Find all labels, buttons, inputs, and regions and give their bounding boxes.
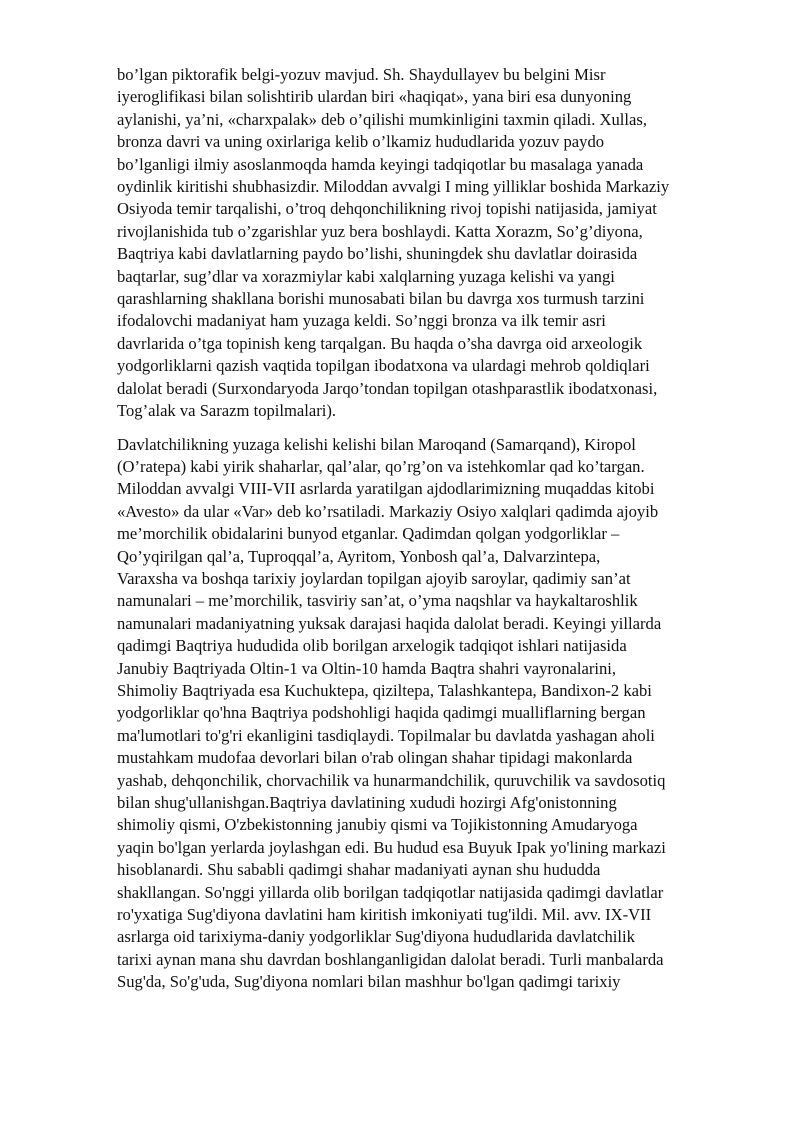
paragraph-2: Davlatchilikning yuzaga kelishi kelishi bilan Maroqand (Samarqand), Kiropol (O’ratepa) kabi yirik shaharlar, qal’alar, qo’rg’on va istehkomlar qad ko’targan. Miloddan avvalgi VIII-VII asrlarda yaratilgan ajdodlarimizning muqaddas kitobi «Avesto» da ular «Var» deb ko’rsatiladi. Markaziy Osiyo xalqlari qadimda ajoyib me’morchilik obidalarini bunyod etganlar. Qadimdan qolgan yodgorliklar – Qo’yqirilgan qal’a, Tuproqqal’a, Ayritom, Yonbosh qal’a, Dalvarzintepa, Varaxsha va boshqa tarixiy joylardan topilgan ajoyib saroylar, qadimiy san’at namunalari – me’morchilik, tasviriy san’at, o’yma naqshlar va haykaltaroshlik namunalari madaniyatning yuksak darajasi haqida dalolat beradi. Keyingi yillarda qadimgi Baqtriya hududida olib borilgan arxelogik tadqiqot ishlari natijasida Janubiy Baqtriyada Oltin-1 va Oltin-10 hamda Baqtra shahri vayronalarini, Shimoliy Baqtriyada esa Kuchuktepa, qiziltepa, Talashkantepa, Bandixon-2 kabi yodgorliklar qo'hna Baqtriya podshohligi haqida qadimgi mualliflarning bergan ma'lumotlari to'g'ri ekanligini tasdiqlaydi. Topilmalar bu davlatda yashagan aholi mustahkam mudofaa devorlari bilan o'rab olingan shahar tipidagi makonlarda yashab, dehqonchilik, chorvachilik va hunarmandchilik, quruvchilik va savdosotiq bilan shug'ullanishgan.Baqtriya davlatining xududi hozirgi Afg'onistonning shimoliy qismi, O'zbekistonning janubiy qismi va Tojikistonning Amudaryoga yaqin bo'lgan yerlarda joylashgan edi. Bu hudud esa Buyuk Ipak yo'lining markazi hisoblanardi. Shu sababli qadimgi shahar madaniyati aynan shu hududda shakllangan. So'nggi yillarda olib borilgan tadqiqotlar natijasida qadimgi davlatlar ro'yxatiga Sug'diyona davlatini ham kiritish imkoniyati tug'ildi. Mil. avv. IX-VII asrlarga oid tarixiyma-daniy yodgorliklar Sug'diyona hududlarida davlatchilik tarixi aynan mana shu davrdan boshlanganligidan dalolat beradi. Turli manbalarda Sug'da, So'g'uda, Sug'diyona nomlari bilan mashhur bo'lgan qadimgi tarixiy <box>117 434 666 992</box>
paragraph-1: bo’lgan piktorafik belgi-yozuv mavjud. Sh. Shaydullayev bu belgini Misr iyeroglifikasi bilan solishtirib ulardan biri «haqiqat», yana biri esa dunyoning aylanishi, ya’ni, «charxpalak» deb o’qilishi mumkinligini taxmin qiladi. Xullas, bronza davri va uning oxirlariga kelib o’lkamiz hududlarida yozuv paydo bo’lganligi ilmiy asoslanmoqda hamda keyingi tadqiqotlar bu masalaga yanada oydinlik kiritishi shubhasizdir. Miloddan avvalgi I ming yilliklar boshida Markaziy Osiyoda temir tarqalishi, o’troq dehqonchilikning rivoj topishi natijasida, jamiyat rivojlanishida tub o’zgarishlar yuz bera boshlaydi. Katta Xorazm, So’g’diyona, Baqtriya kabi davlatlarning paydo bo’lishi, shuningdek shu davlatlar doirasida baqtarlar, sug’dlar va xorazmiylar kabi xalqlarning yuzaga kelishi va yangi qarashlarning shakllana borishi munosabati bilan bu davrga xos turmush tarzini ifodalovchi madaniyat ham yuzaga keldi. So’nggi bronza va ilk temir asri davrlarida o’tga topinish keng tarqalgan. Bu haqda o’sha davrga oid arxeologik yodgorliklarni qazish vaqtida topilgan ibodatxona va ulardagi mehrob qoldiqlari dalolat beradi (Surxondaryoda Jarqo’tondan topilgan otashparastlik ibodatxonasi, Tog’alak va Sarazm topilmalari). <box>117 65 670 421</box>
